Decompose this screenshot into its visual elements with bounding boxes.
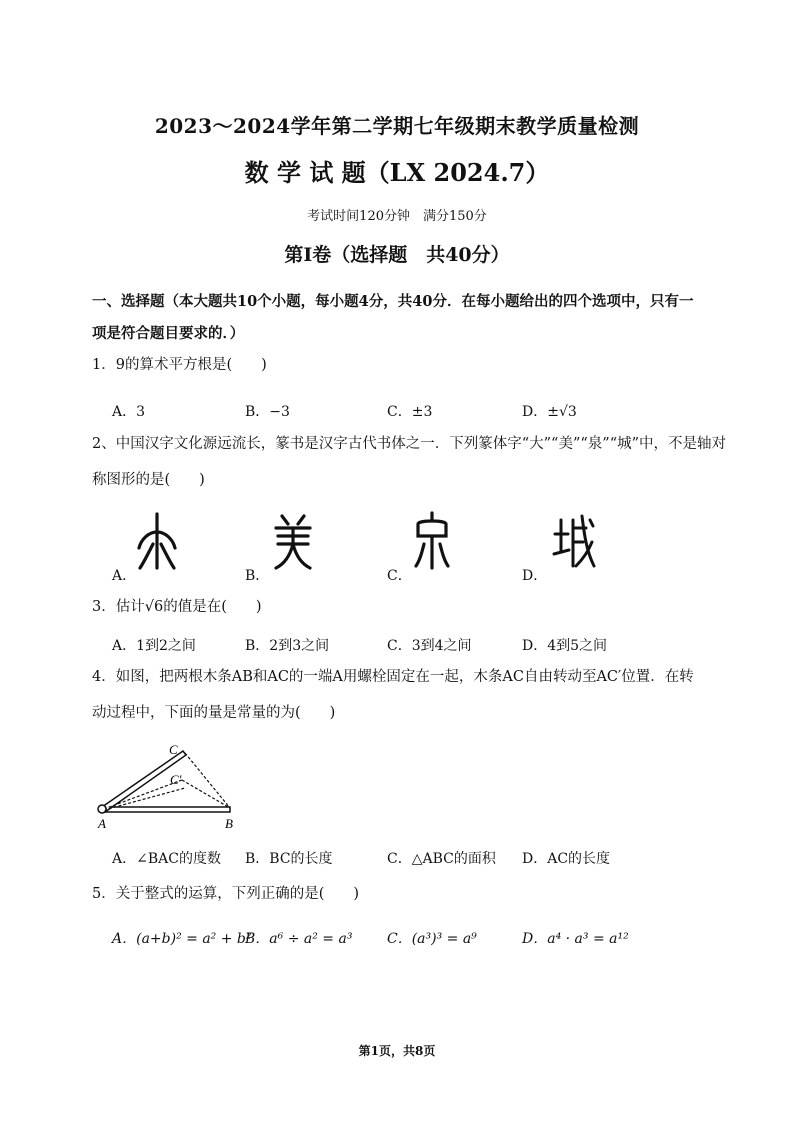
dashed-cb [185,753,230,808]
seal-glyph-da [132,510,182,572]
q5-option-c: C．(a³)³ = a⁹ [387,931,477,947]
dashed-c-prime-b [182,780,230,808]
seal-glyph-quan [412,510,452,572]
label-b: B [225,816,233,831]
q4-figure [90,738,250,833]
label-c-prime: C′ [170,772,182,787]
question-4-stem-line1: 4．如图，把两根木条AB和AC的一端A用螺栓固定在一起，木条AC自由转动至AC′位置．在转 [92,669,694,685]
q2-option-c: C． [387,568,412,584]
part-title: 第Ⅰ卷（选择题 共40分） [284,244,510,266]
subject-title: 数 学 试 题（LX 2024.7） [244,158,550,187]
question-3-stem: 3．估计√6的值是在( ) [92,599,262,615]
q2-option-a: A． [112,568,137,584]
question-2-stem-line2: 称图形的是( ) [92,472,205,488]
q3-option-b: B．2到3之间 [245,638,330,654]
q2-option-d: D． [522,568,548,584]
q3-option-c: C．3到4之间 [387,638,472,654]
q4-option-c: C．△ABC的面积 [387,851,496,867]
q3-option-d: D．4到5之间 [522,638,608,654]
q4-option-d: D．AC的长度 [522,851,611,867]
exam-title: 2023～2024学年第二学期七年级期末教学质量检测 [154,114,640,138]
q1-option-a: A．3 [112,404,146,420]
bolt-a [98,805,106,813]
label-a: A [98,816,106,831]
section-instruction-line1: 一、选择题（本大题共10个小题，每小题4分，共40分．在每小题给出的四个选项中，只有一 [92,293,694,310]
q2-option-b: B． [245,568,270,584]
page-footer: 第1页，共8页 [358,1044,436,1058]
q4-option-a: A．∠BAC的度数 [112,851,221,867]
q3-option-a: A．1到2之间 [112,638,196,654]
seal-glyph-mei [270,512,316,572]
question-1-stem: 1．9的算术平方根是( ) [92,357,267,373]
q5-option-d: D．a⁴ · a³ = a¹² [522,931,629,947]
seal-glyph-cheng [552,512,596,572]
q4-option-b: B．BC的长度 [245,851,333,867]
exam-info: 考试时间120分钟 满分150分 [307,209,487,224]
question-4-stem-line2: 动过程中，下面的量是常量的为( ) [92,705,336,721]
question-5-stem: 5．关于整式的运算，下列正确的是( ) [92,886,360,902]
question-2-stem-line1: 2、中国汉字文化源远流长，篆书是汉字古代书体之一．下列篆体字“大”“美”“泉”“城”中，不是轴对 [92,436,727,452]
q1-option-c: C．±3 [387,404,433,420]
q1-option-b: B．−3 [245,404,290,420]
q5-option-a: A．(a+b)² = a² + b² [112,931,252,947]
section-instruction-line2: 项是符合题目要求的．） [92,325,245,342]
q5-option-b: B．a⁶ ÷ a² = a³ [245,931,353,947]
stick-ab [102,807,230,812]
q1-option-d: D．±√3 [522,404,577,420]
label-c: C [169,742,178,757]
